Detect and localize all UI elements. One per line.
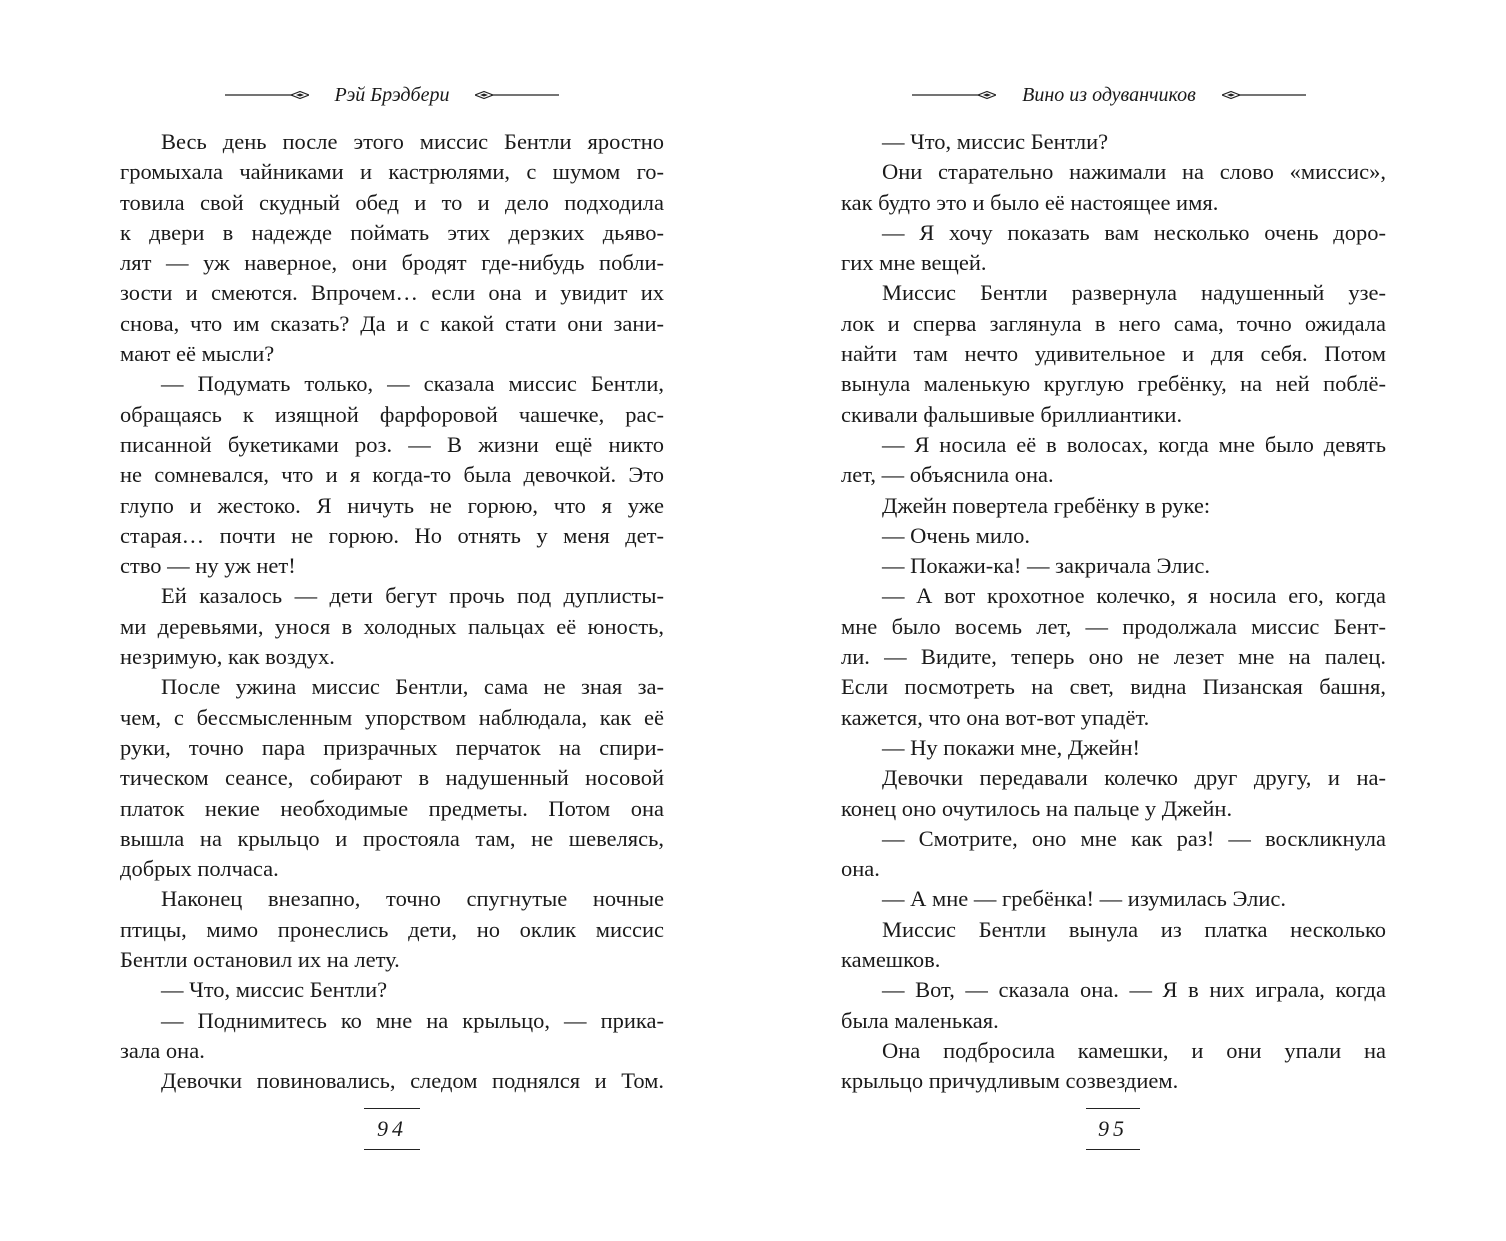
text-line: — Очень мило. — [882, 522, 1030, 548]
text-line: Миссис Бентли вынула из платка несколько — [882, 916, 1386, 942]
text-line: птицы, мимо пронеслись дети, но оклик миссис — [120, 916, 664, 942]
text-line: старая… почти не горюю. Но отнять у меня дет- — [120, 522, 664, 548]
text-line: — Я носила её в волосах, когда мне было девять — [882, 431, 1386, 457]
text-line: крыльцо причудливым созвездием. — [841, 1068, 1179, 1094]
text-line: Ей казалось — дети бегут прочь под дуплисты- — [161, 583, 664, 609]
text-line: руки, точно пара призрачных перчаток на спири- — [120, 734, 664, 760]
ornament-right-icon — [475, 89, 559, 101]
text-line: была маленькая. — [841, 1007, 999, 1033]
text-line: к двери в надежде поймать этих дерзких дьяво- — [120, 219, 664, 245]
text-line: Девочки повиновались, следом поднялся и Том. — [161, 1068, 664, 1094]
text-line: ство — ну уж нет! — [120, 553, 296, 579]
text-line: — Смотрите, оно мне как раз! — воскликнула — [882, 825, 1386, 851]
text-line: лят — уж наверное, они бродят где-нибудь побли- — [120, 250, 664, 276]
text-line: Они старательно нажимали на слово «миссис», — [882, 159, 1386, 185]
text-line: гих мне вещей. — [841, 250, 987, 276]
text-line: — А вот крохотное колечко, я носила его, когда — [882, 583, 1386, 609]
text-line: Наконец внезапно, точно спугнутые ночные — [161, 886, 664, 912]
text-line: она. — [841, 856, 880, 882]
text-line: камешков. — [841, 947, 941, 973]
text-line: не сомневался, что и я когда-то была девочкой. Это — [120, 462, 664, 488]
text-line: Бентли остановил их на лету. — [120, 947, 400, 973]
text-line: — Я хочу показать вам несколько очень доро- — [882, 219, 1386, 245]
text-line: громыхала чайниками и кастрюлями, с шумом го- — [120, 159, 664, 185]
text-line: ли. — Видите, теперь оно не лезет мне на палец. — [841, 644, 1386, 670]
text-line: чем, с бессмысленным упорством наблюдала, как её — [120, 704, 664, 730]
right-body-text — [841, 127, 1386, 1097]
running-head-right — [884, 78, 1334, 112]
text-line: найти там нечто удивительное и для себя. Потом — [841, 341, 1386, 367]
text-line: — Вот, — сказала она. — Я в них играла, когда — [882, 977, 1386, 1003]
text-line: глупо и жестоко. Я ничуть не горюю, что я уже — [120, 492, 664, 518]
ornament-left-icon — [912, 89, 996, 101]
text-line: кажется, что она вот-вот упадёт. — [841, 704, 1150, 730]
text-line: конец оно очутилось на пальце у Джейн. — [841, 795, 1233, 821]
text-line: платок некие необходимые предметы. Потом она — [120, 795, 664, 821]
text-line: мне было восемь лет, — продолжала миссис Бент- — [841, 613, 1386, 639]
running-head-left — [190, 78, 594, 112]
text-line: снова, что им сказать? Да и с какой стати они зани- — [120, 310, 664, 336]
text-line: ми деревьями, унося в холодных пальцах её юность, — [120, 613, 664, 639]
text-line: зала она. — [120, 1037, 205, 1063]
text-line: — Покажи-ка! — закричала Элис. — [882, 553, 1210, 579]
text-line: мают её мысли? — [120, 341, 275, 367]
text-line: Джейн повертела гребёнку в руке: — [882, 492, 1211, 518]
text-line: писанной букетиками роз. — В жизни ещё никто — [120, 431, 664, 457]
text-line: Если посмотреть на свет, видна Пизанская башня, — [841, 674, 1386, 700]
text-line: Она подбросила камешки, и они упали на — [882, 1037, 1386, 1063]
text-line: вынула маленькую круглую гребёнку, на ней поблё- — [841, 371, 1386, 397]
running-head-title: Вино из одуванчиков — [1022, 83, 1196, 106]
text-line: как будто это и было её настоящее имя. — [841, 189, 1219, 215]
left-body-text — [120, 127, 664, 1097]
text-line: — Ну покажи мне, Джейн! — [882, 734, 1141, 760]
text-line: вышла на крыльцо и простояла там, не шевелясь, — [120, 825, 664, 851]
text-line: тическом сеансе, собирают в надушенный носовой — [120, 765, 664, 791]
text-line: товила свой скудный обед и то и дело подходила — [120, 189, 664, 215]
text-line: зости и смеются. Впрочем… если она и увидит их — [120, 280, 664, 306]
text-line: лок и сперва заглянула в него сама, точно ожидала — [841, 310, 1386, 336]
text-line: добрых полчаса. — [120, 856, 279, 882]
page-number-right: 95 — [1086, 1108, 1140, 1150]
text-line: обращаясь к изящной фарфоровой чашечке, рас- — [120, 401, 664, 427]
right-page — [753, 0, 1506, 1241]
running-head-title: Рэй Брэдбери — [334, 83, 450, 106]
text-line: — Поднимитесь ко мне на крыльцо, — прика- — [161, 1007, 664, 1033]
ornament-left-icon — [225, 89, 309, 101]
text-line: лет, — объяснила она. — [841, 462, 1054, 488]
text-line: скивали фальшивые бриллиантики. — [841, 401, 1183, 427]
text-line: После ужина миссис Бентли, сама не зная за- — [161, 674, 664, 700]
text-line: — Что, миссис Бентли? — [882, 129, 1109, 154]
text-line: Весь день после этого миссис Бентли яростно — [161, 129, 664, 154]
text-line: Миссис Бентли развернула надушенный узе- — [882, 280, 1386, 306]
text-line: — Что, миссис Бентли? — [161, 977, 388, 1003]
text-line: Девочки передавали колечко друг другу, и на- — [882, 765, 1386, 791]
page-number-left: 94 — [364, 1108, 420, 1150]
text-line: — А мне — гребёнка! — изумилась Элис. — [882, 886, 1286, 912]
text-line: незримую, как воздух. — [120, 644, 335, 670]
ornament-right-icon — [1222, 89, 1306, 101]
text-line: — Подумать только, — сказала миссис Бентли, — [161, 371, 664, 397]
